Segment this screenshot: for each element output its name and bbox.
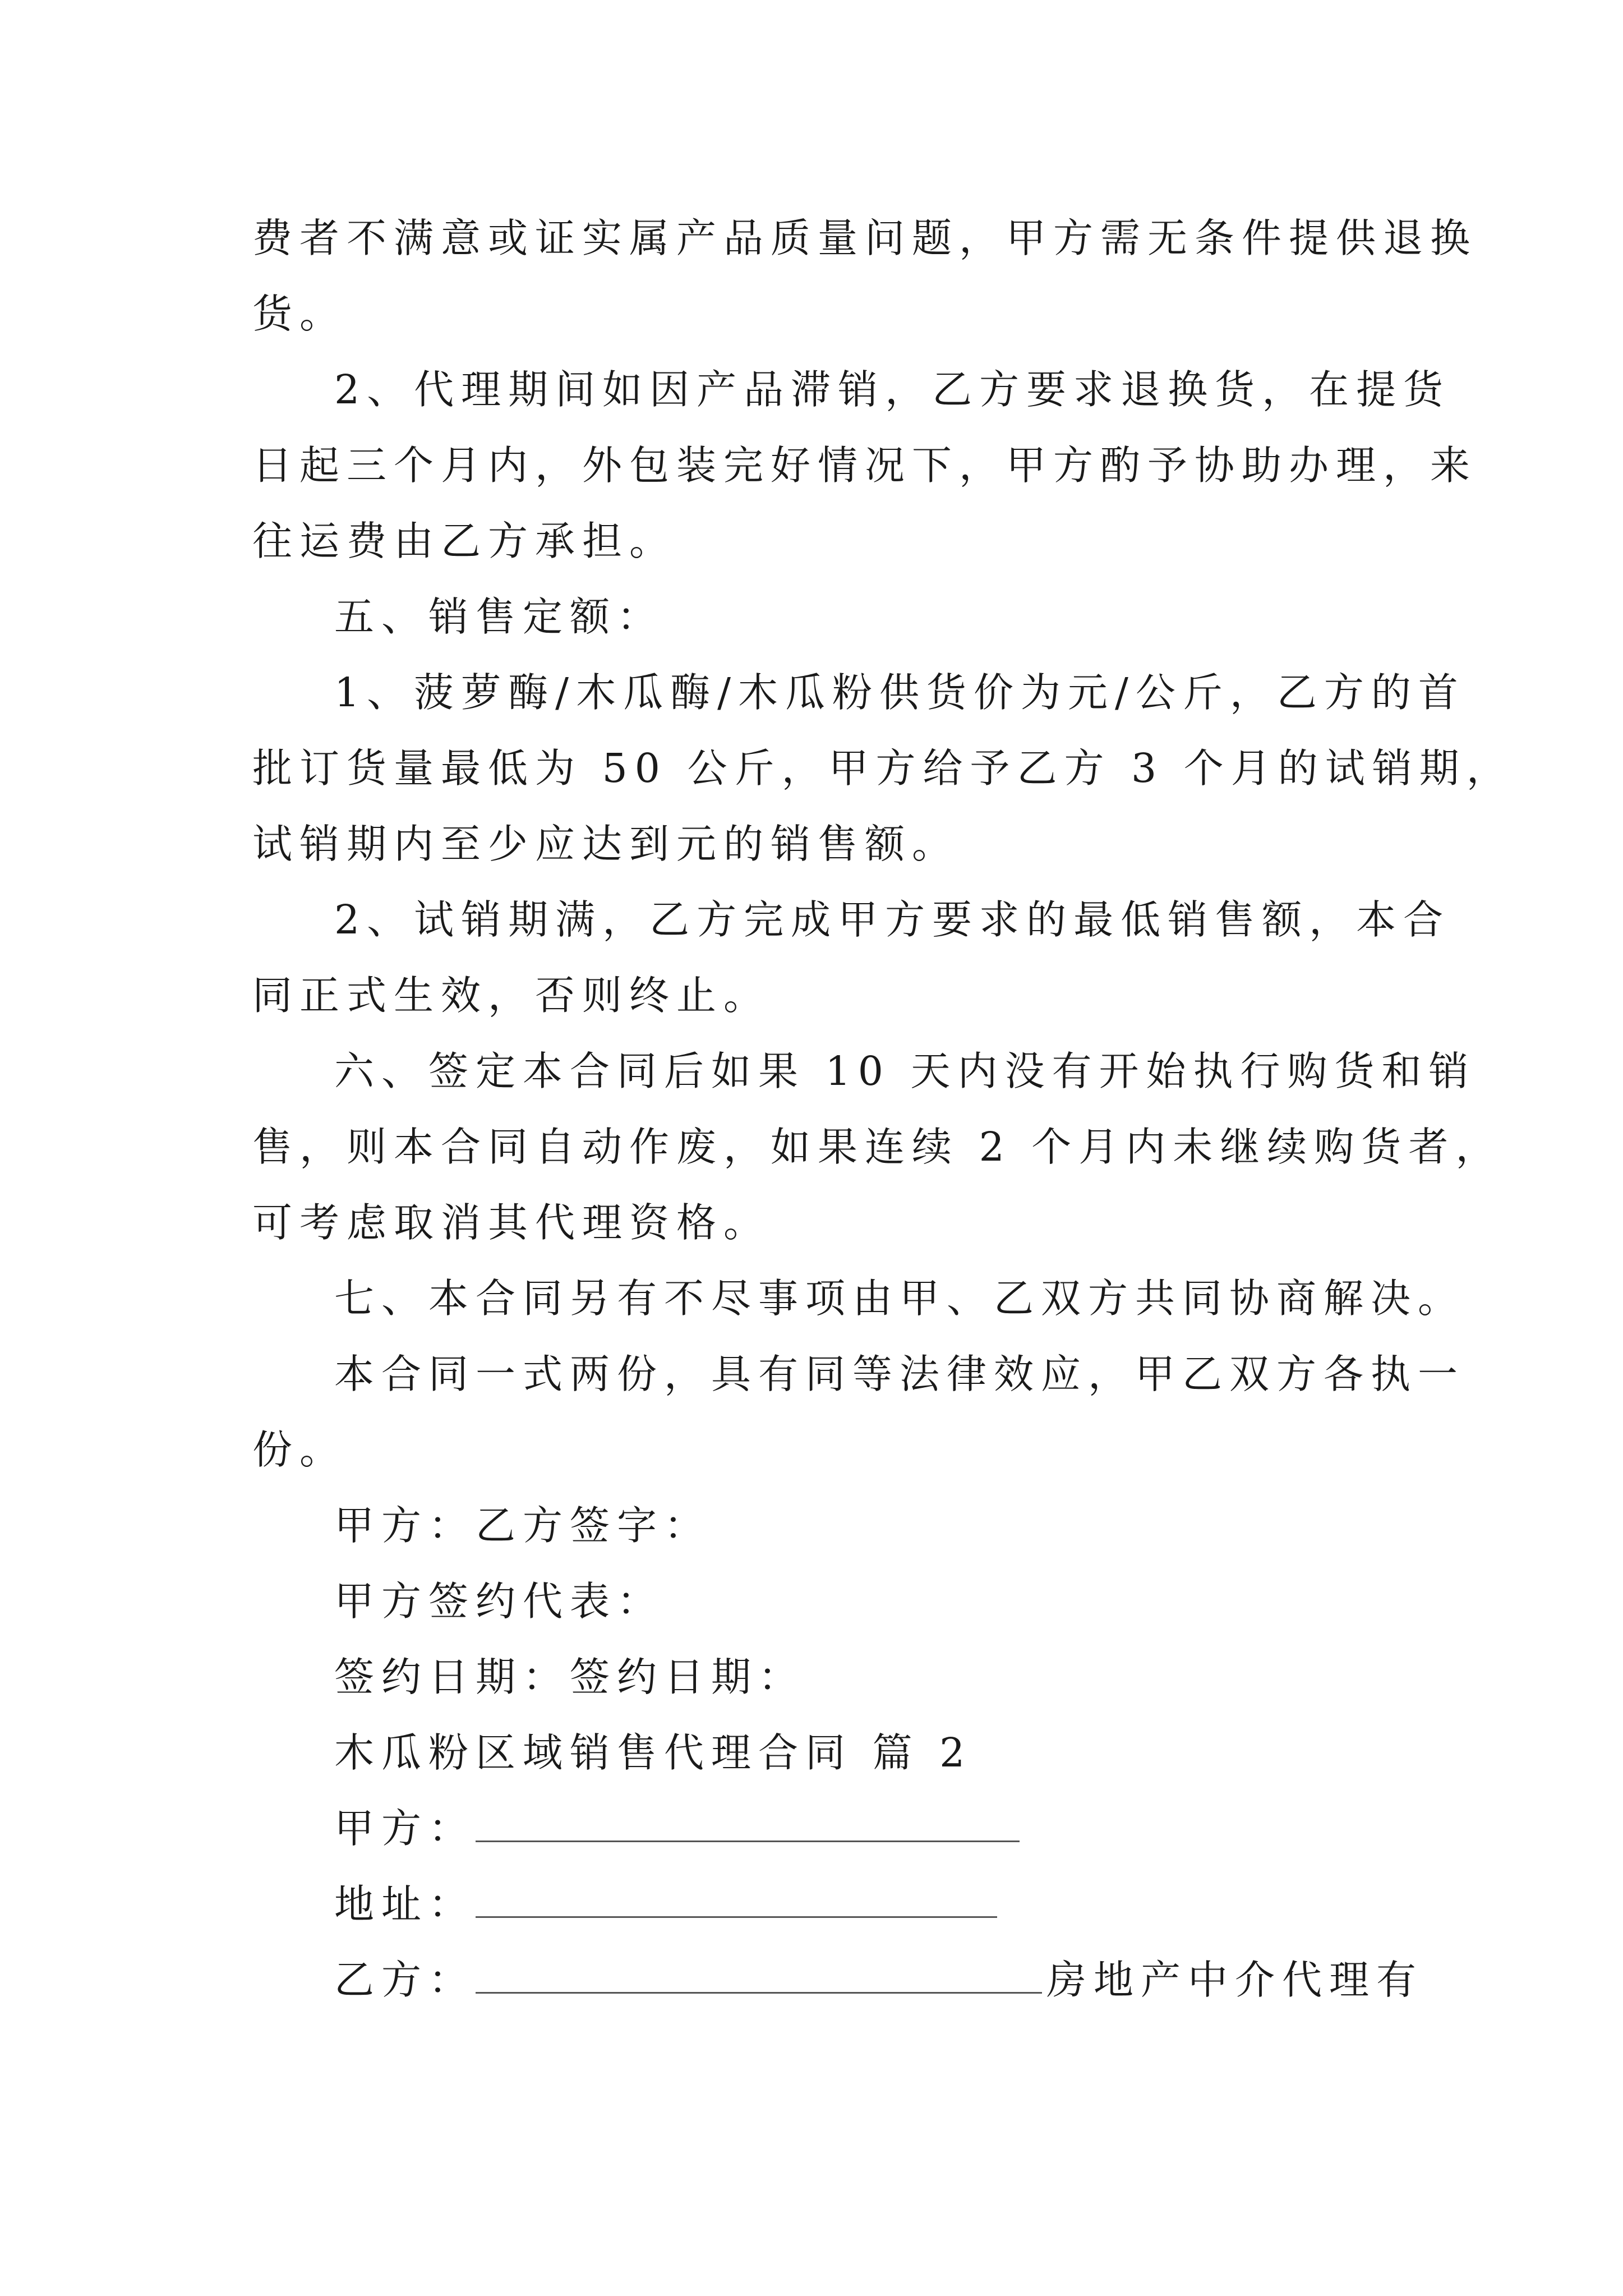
party-b-label: 乙方： [334,1957,476,2003]
paragraph-line: 2、试销期满，乙方完成甲方要求的最低销售额，本合 [334,896,1451,943]
paragraph-line: 七、本合同另有不尽事项由甲、乙双方共同协商解决。 [334,1275,1465,1322]
paragraph-line: 份。 [252,1427,347,1473]
paragraph-line: 六、签定本合同后如果 10 天内没有开始执行购货和销 [334,1048,1476,1094]
paragraph-line: 货。 [252,291,347,337]
signature-line: 甲方：乙方签字： [334,1502,712,1549]
party-b-suffix: 房地产中介代理有 [1046,1957,1424,2003]
paragraph-line: 批订货量最低为 50 公斤，甲方给予乙方 3 个月的试销期， [252,745,1514,792]
paragraph-line: 费者不满意或证实属产品质量问题，甲方需无条件提供退换 [252,215,1478,261]
party-a-label: 甲方： [334,1805,476,1852]
paragraph-line: 日起三个月内，外包装完好情况下，甲方酌予协助办理，来 [252,442,1478,489]
address-line [334,1876,1484,1932]
paragraph-line: 可考虑取消其代理资格。 [252,1199,771,1246]
signature-line: 签约日期：签约日期： [334,1654,806,1700]
paragraph-line: 本合同一式两份，具有同等法律效应，甲乙双方各执一 [334,1351,1465,1397]
paragraph-line: 售，则本合同自动作废，如果连续 2 个月内未继续购货者， [252,1124,1503,1170]
party-b-line [334,1952,1484,2008]
section-heading: 五、销售定额： [334,593,665,640]
party-a-blank [476,1818,1020,1842]
paragraph-line: 2、代理期间如因产品滞销，乙方要求退换货，在提货 [334,366,1451,413]
paragraph-line: 1、菠萝酶/木瓜酶/木瓜粉供货价为元/公斤，乙方的首 [334,669,1465,716]
party-b-blank [476,1970,1042,1994]
address-label: 地址： [334,1881,476,1927]
party-a-line [334,1801,1484,1857]
signature-line: 甲方签约代表： [334,1578,665,1625]
paragraph-line: 往运费由乙方承担。 [252,518,677,564]
paragraph-line: 试销期内至少应达到元的销售额。 [252,821,960,867]
paragraph-line: 同正式生效，否则终止。 [252,972,771,1019]
address-blank [476,1894,997,1918]
contract-title: 木瓜粉区域销售代理合同 篇 2 [334,1729,972,1776]
